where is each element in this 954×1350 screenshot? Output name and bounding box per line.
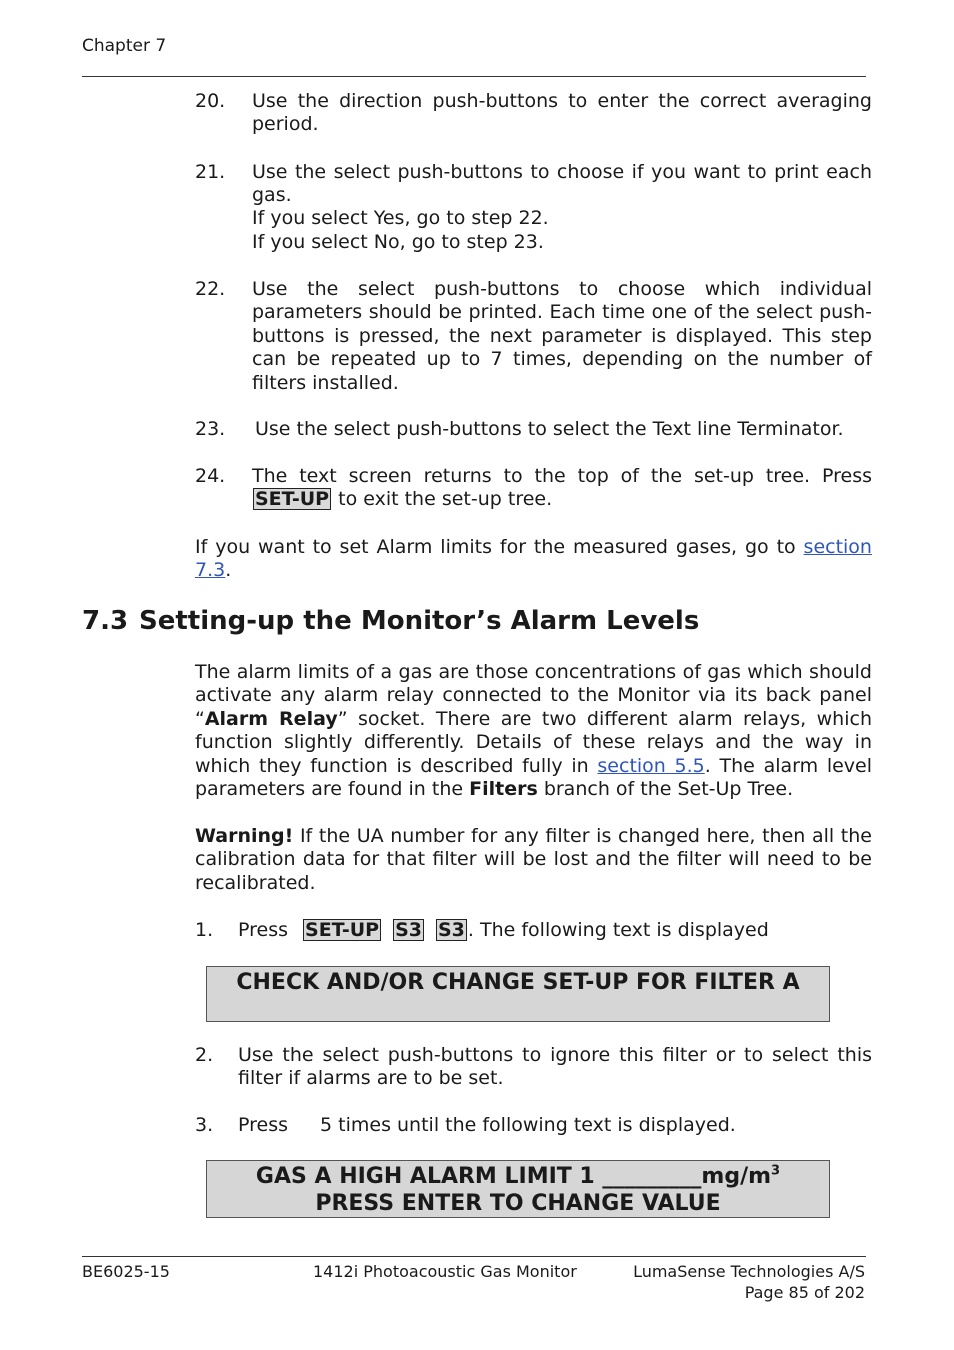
step-text bbox=[252, 465, 872, 512]
step-text: Use the select push-buttons to choose which individual parameters should be printed. Each time one of the select push-buttons is pressed, the next parameter is displayed. This step can be repeated up to 7 times, depending on the number of filters installed. bbox=[252, 278, 872, 394]
step-text: Use the select push-buttons to select the Text line Terminator. bbox=[255, 418, 844, 440]
step-number: 2. bbox=[195, 1044, 214, 1066]
setup-key: SET-UP bbox=[305, 919, 380, 941]
setup-key: SET-UP bbox=[255, 488, 330, 511]
lcd-superscript: 3 bbox=[771, 1163, 781, 1179]
section-5-5-link[interactable]: section 5.5 bbox=[597, 754, 705, 777]
intro-text: branch of the Set-Up Tree. bbox=[543, 778, 794, 801]
warning-text: If the UA number for any filter is changed here, then all the calibration data for that filter will be lost and the filter will need to be recalibrated. bbox=[195, 825, 872, 894]
lcd-line: PRESS ENTER TO CHANGE VALUE bbox=[315, 1191, 721, 1216]
section-number: 7.3 bbox=[82, 606, 129, 636]
step-text: Use the select push-buttons to ignore this filter or to select this filter if alarms are to be set. bbox=[238, 1044, 872, 1090]
intro-bold-filters: Filters bbox=[469, 778, 538, 801]
step-number: 22. bbox=[195, 278, 226, 300]
step-text bbox=[238, 1114, 736, 1137]
lcd-display-filter-a bbox=[206, 966, 830, 1022]
step-text: Use the direction push-buttons to enter the correct averaging period. bbox=[252, 90, 872, 136]
section-title: Setting-up the Monitor’s Alarm Levels bbox=[139, 606, 700, 636]
lcd-line-text: GAS A HIGH ALARM LIMIT 1 _________mg/m bbox=[255, 1164, 772, 1189]
footer-page: Page 85 of 202 bbox=[744, 1283, 865, 1302]
step-text-b: to exit the set-up tree. bbox=[338, 488, 553, 511]
warning-paragraph bbox=[195, 825, 872, 895]
s3-key: S3 bbox=[395, 919, 422, 941]
s3-key: S3 bbox=[438, 919, 465, 941]
intro-paragraph bbox=[195, 661, 872, 801]
step-sub-text: If you select No, go to step 23. bbox=[252, 231, 544, 253]
step-number: 21. bbox=[195, 161, 226, 183]
step-text bbox=[238, 919, 769, 942]
step-after-text: 5 times until the following text is displayed. bbox=[320, 1114, 736, 1136]
section-7-3-link[interactable]: section 7.3 bbox=[195, 536, 872, 582]
step-number: 23. bbox=[195, 418, 226, 440]
header-rule bbox=[82, 76, 866, 77]
section-heading bbox=[82, 606, 699, 636]
press-label: Press bbox=[238, 1114, 289, 1136]
intro-text: ” socket. There are two different alarm relays, which function slightly differently. Details of these relays and the way in which they function is described fully in bbox=[195, 707, 872, 777]
step-number: 24. bbox=[195, 465, 226, 487]
step-number: 20. bbox=[195, 90, 226, 112]
step-text-a: The text screen returns to the top of the set-up tree. Press bbox=[252, 465, 872, 487]
footer-rule bbox=[82, 1256, 866, 1257]
chapter-header: Chapter 7 bbox=[82, 36, 167, 56]
lcd-line: CHECK AND/OR CHANGE SET-UP FOR FILTER A bbox=[236, 970, 800, 995]
step-number: 1. bbox=[195, 919, 214, 941]
footer-product: 1412i Photoacoustic Gas Monitor bbox=[313, 1262, 577, 1281]
footer-company: LumaSense Technologies A/S bbox=[633, 1262, 865, 1281]
intro-text: The alarm limits of a gas are those concentrations of gas which should activate any alarm relay connected to the Monitor via its back panel “ bbox=[195, 661, 872, 730]
footer-doc-id: BE6025-15 bbox=[82, 1262, 170, 1281]
step-text: Use the select push-buttons to choose if you want to print each gas. bbox=[252, 161, 872, 207]
alarm-note-text: If you want to set Alarm limits for the measured gases, go to bbox=[195, 536, 796, 558]
alarm-note bbox=[195, 536, 872, 583]
step-after-text: . The following text is displayed bbox=[467, 919, 769, 941]
alarm-note-end: . bbox=[225, 559, 232, 582]
warning-label: Warning! bbox=[195, 825, 294, 847]
press-label: Press bbox=[238, 919, 289, 941]
intro-bold-alarm-relay: Alarm Relay bbox=[204, 707, 338, 730]
step-number: 3. bbox=[195, 1114, 214, 1136]
lcd-display-alarm-limit bbox=[206, 1160, 830, 1218]
step-sub-text: If you select Yes, go to step 22. bbox=[252, 207, 549, 229]
intro-text: . The alarm level parameters are found in the bbox=[195, 754, 873, 801]
lcd-line bbox=[207, 1163, 829, 1190]
